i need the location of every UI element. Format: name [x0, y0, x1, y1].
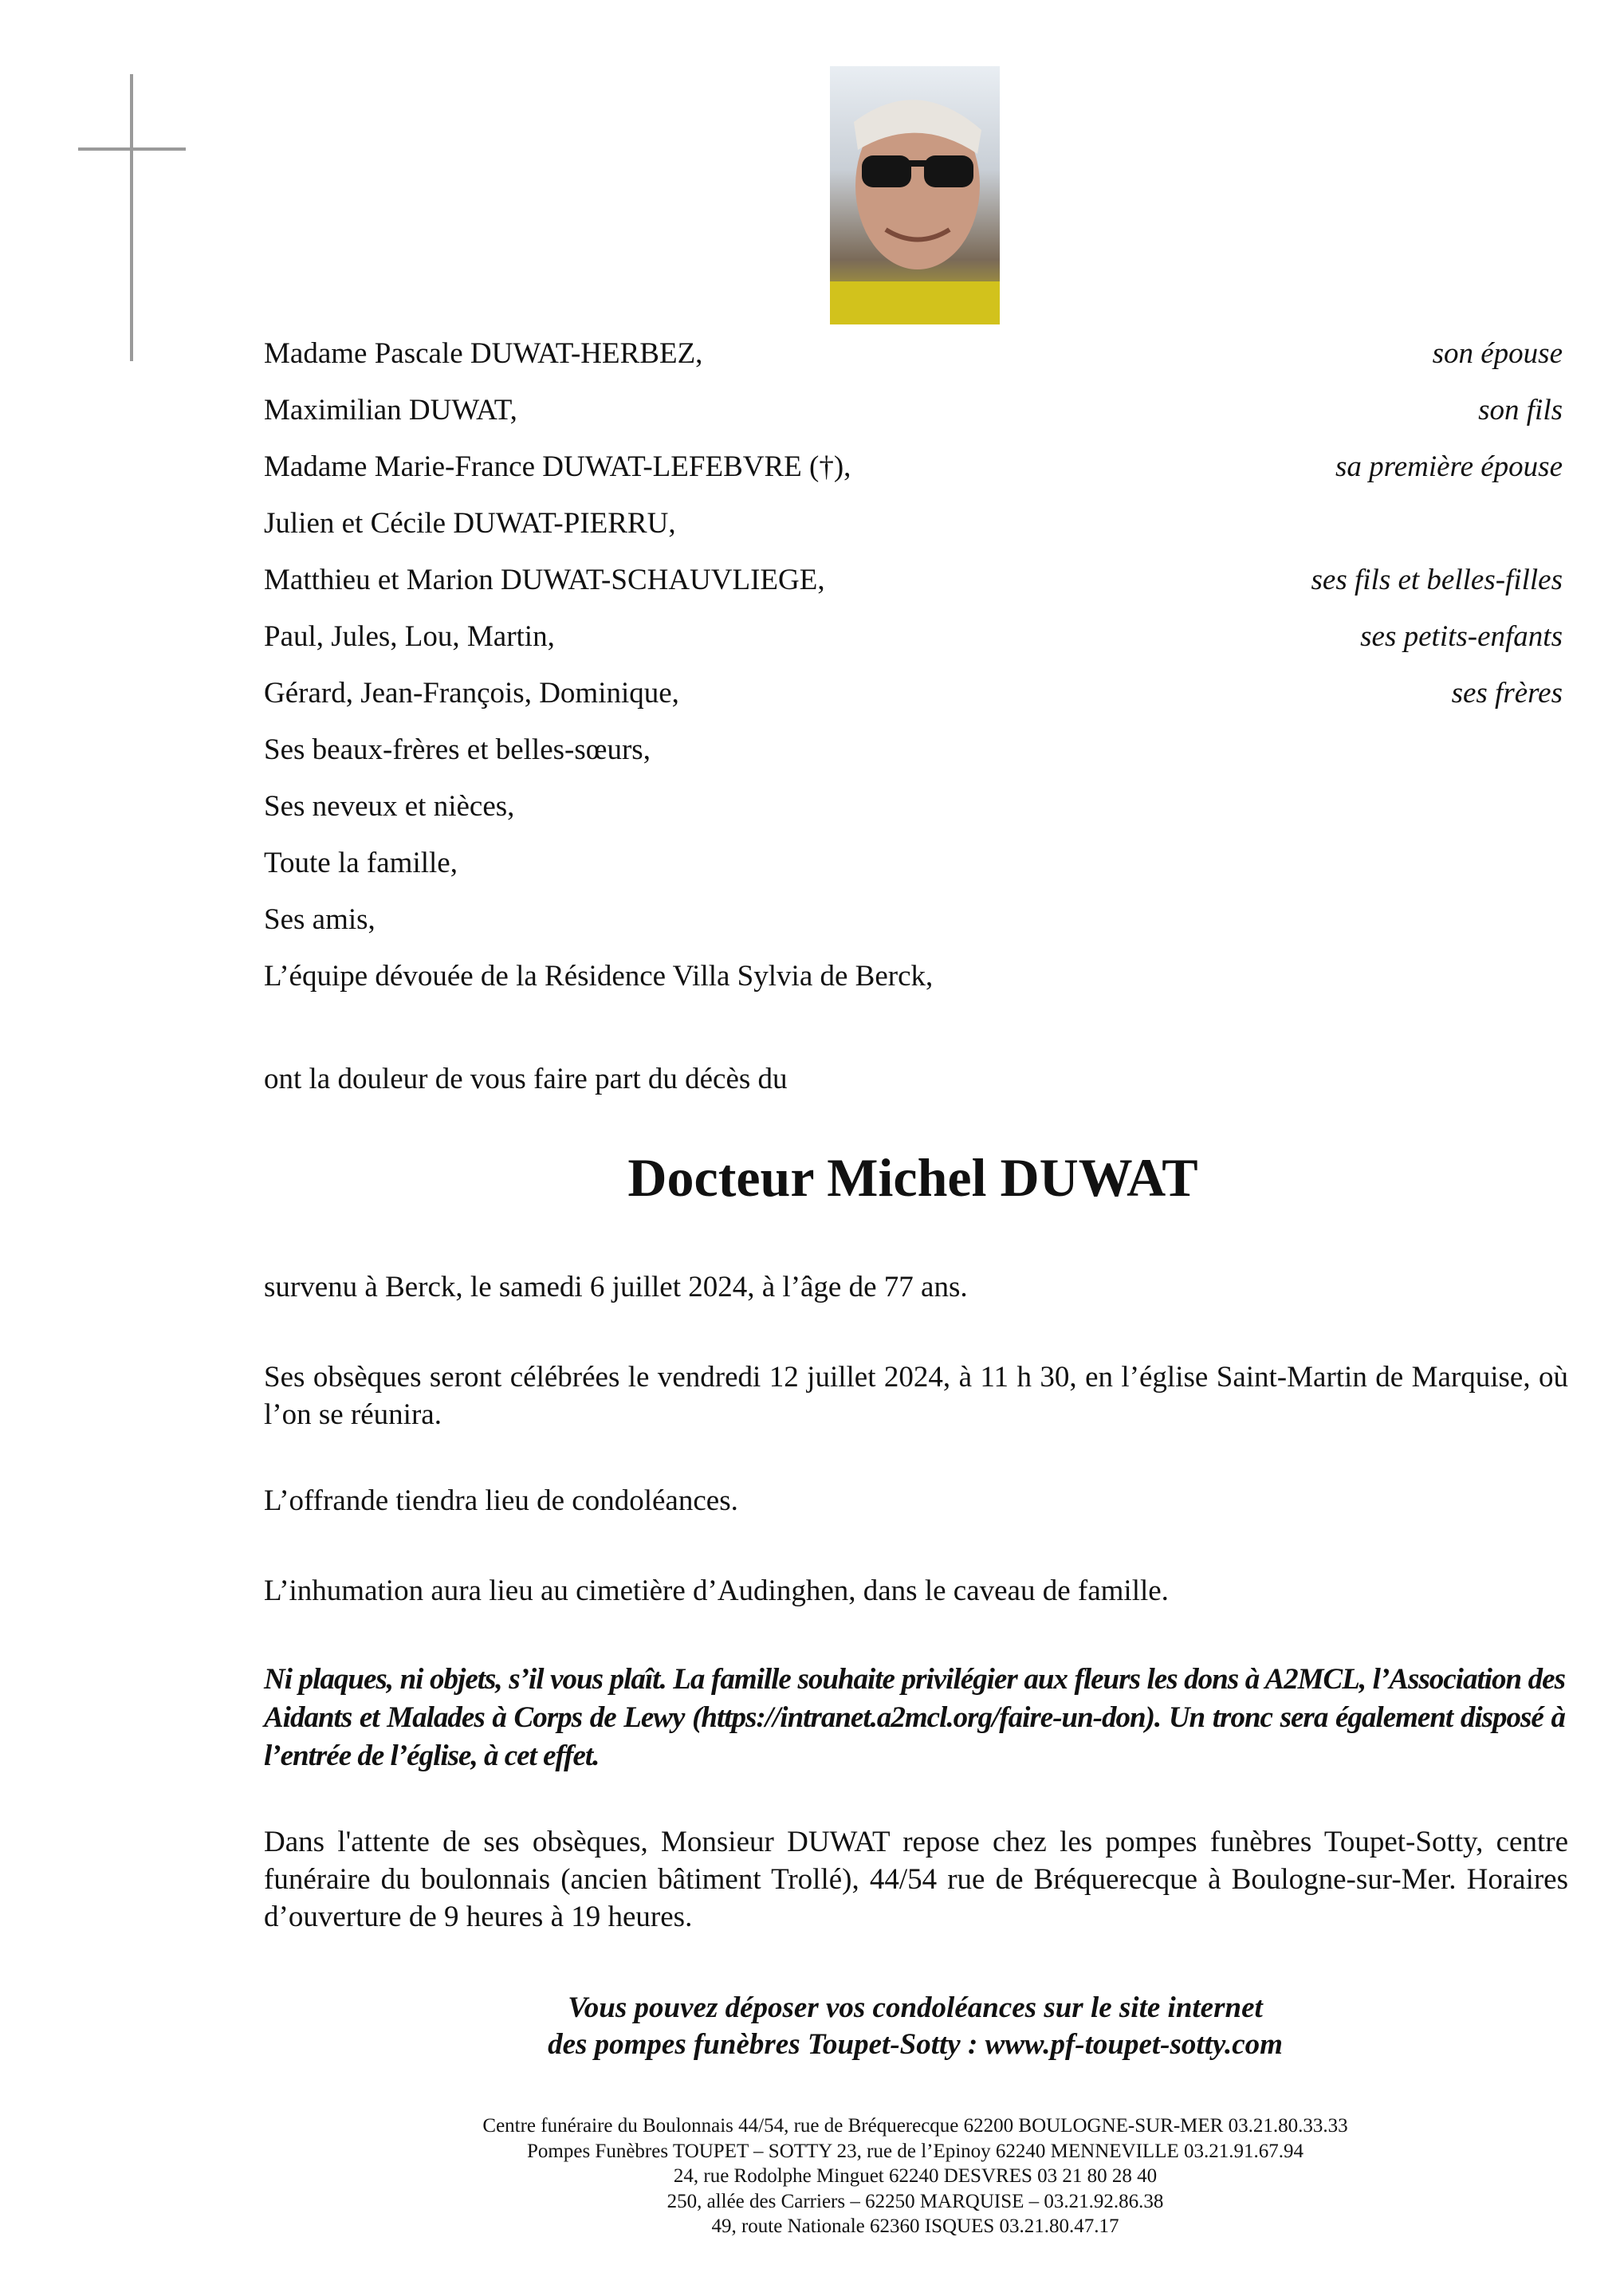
footer-addresses — [0, 2113, 1624, 2239]
death-info: survenu à Berck, le samedi 6 juillet 2024, à l’âge de 77 ans. — [264, 1271, 968, 1303]
burial-info: L’inhumation aura lieu au cimetière d’Audinghen, dans le caveau de famille. — [264, 1575, 1169, 1607]
family-name: Julien et Cécile DUWAT-PIERRU, — [264, 507, 676, 540]
cross-icon-vertical — [130, 74, 133, 361]
family-relation: ses petits-enfants — [1360, 620, 1563, 653]
footer-line: Pompes Funèbres TOUPET – SOTTY 23, rue de l’Epinoy 62240 MENNEVILLE 03.21.91.67.94 — [527, 2140, 1304, 2162]
family-name: Ses amis, — [264, 903, 376, 936]
family-relation: son épouse — [1432, 337, 1563, 370]
family-name: Ses neveux et nièces, — [264, 790, 515, 823]
family-name: Paul, Jules, Lou, Martin, — [264, 620, 555, 653]
condolences-notice — [0, 1990, 1624, 2063]
family-name: Madame Marie-France DUWAT-LEFEBVRE (†), — [264, 450, 851, 483]
deceased-name: Docteur Michel DUWAT — [627, 1147, 1198, 1208]
family-name: Madame Pascale DUWAT-HERBEZ, — [264, 337, 703, 370]
resting-info: Dans l'attente de ses obsèques, Monsieur DUWAT repose chez les pompes funèbres Toupet-Sotty, centre funéraire du boulonnais (ancien bâtiment Trollé), 44/54 rue de Bréquerecque à Boulogne-sur-Mer. Horaires d’ouverture de 9 heures à 19 heures. — [264, 1826, 1568, 1933]
family-relation: sa première épouse — [1335, 450, 1563, 483]
cross-icon-horizontal — [78, 147, 186, 151]
family-name: Toute la famille, — [264, 847, 458, 879]
family-relation: son fils — [1478, 394, 1563, 427]
family-relation: ses fils et belles-filles — [1311, 564, 1563, 596]
family-name: L’équipe dévouée de la Résidence Villa Sylvia de Berck, — [264, 960, 934, 993]
condolences-line: Vous pouvez déposer vos condoléances sur le site internet — [568, 1991, 1263, 2024]
footer-line: 49, route Nationale 62360 ISQUES 03.21.80.47.17 — [711, 2215, 1119, 2237]
family-relation: ses frères — [1451, 677, 1563, 710]
offering-info: L’offrande tiendra lieu de condoléances. — [264, 1484, 738, 1517]
footer-line: 24, rue Rodolphe Minguet 62240 DESVRES 03 21 80 28 40 — [673, 2165, 1158, 2187]
family-name: Ses beaux-frères et belles-sœurs, — [264, 733, 651, 766]
condolences-line: des pompes funèbres Toupet-Sotty : www.pf-toupet-sotty.com — [548, 2028, 1283, 2061]
donations-notice: Ni plaques, ni objets, s’il vous plaît. La famille souhaite privilégier aux fleurs les dons à A2MCL, l’Association des Aidants et Malades à Corps de Lewy (https://intranet.a2mcl.org/faire-un-don). Un tronc sera également disposé à l’entrée de l’église, à cet effet. — [264, 1663, 1565, 1772]
funeral-info: Ses obsèques seront célébrées le vendredi 12 juillet 2024, à 11 h 30, en l’église Saint-Martin de Marquise, où l’on se réunira. — [264, 1361, 1568, 1431]
family-name: Maximilian DUWAT, — [264, 394, 517, 427]
footer-line: 250, allée des Carriers – 62250 MARQUISE – 03.21.92.86.38 — [667, 2190, 1164, 2212]
announcement-text: ont la douleur de vous faire part du décès du — [264, 1063, 788, 1095]
footer-line: Centre funéraire du Boulonnais 44/54, rue de Bréquerecque 62200 BOULOGNE-SUR-MER 03.21.80.33.33 — [482, 2115, 1348, 2137]
family-name: Matthieu et Marion DUWAT-SCHAUVLIEGE, — [264, 564, 825, 596]
portrait-photo — [830, 66, 1000, 324]
family-name: Gérard, Jean-François, Dominique, — [264, 677, 679, 710]
